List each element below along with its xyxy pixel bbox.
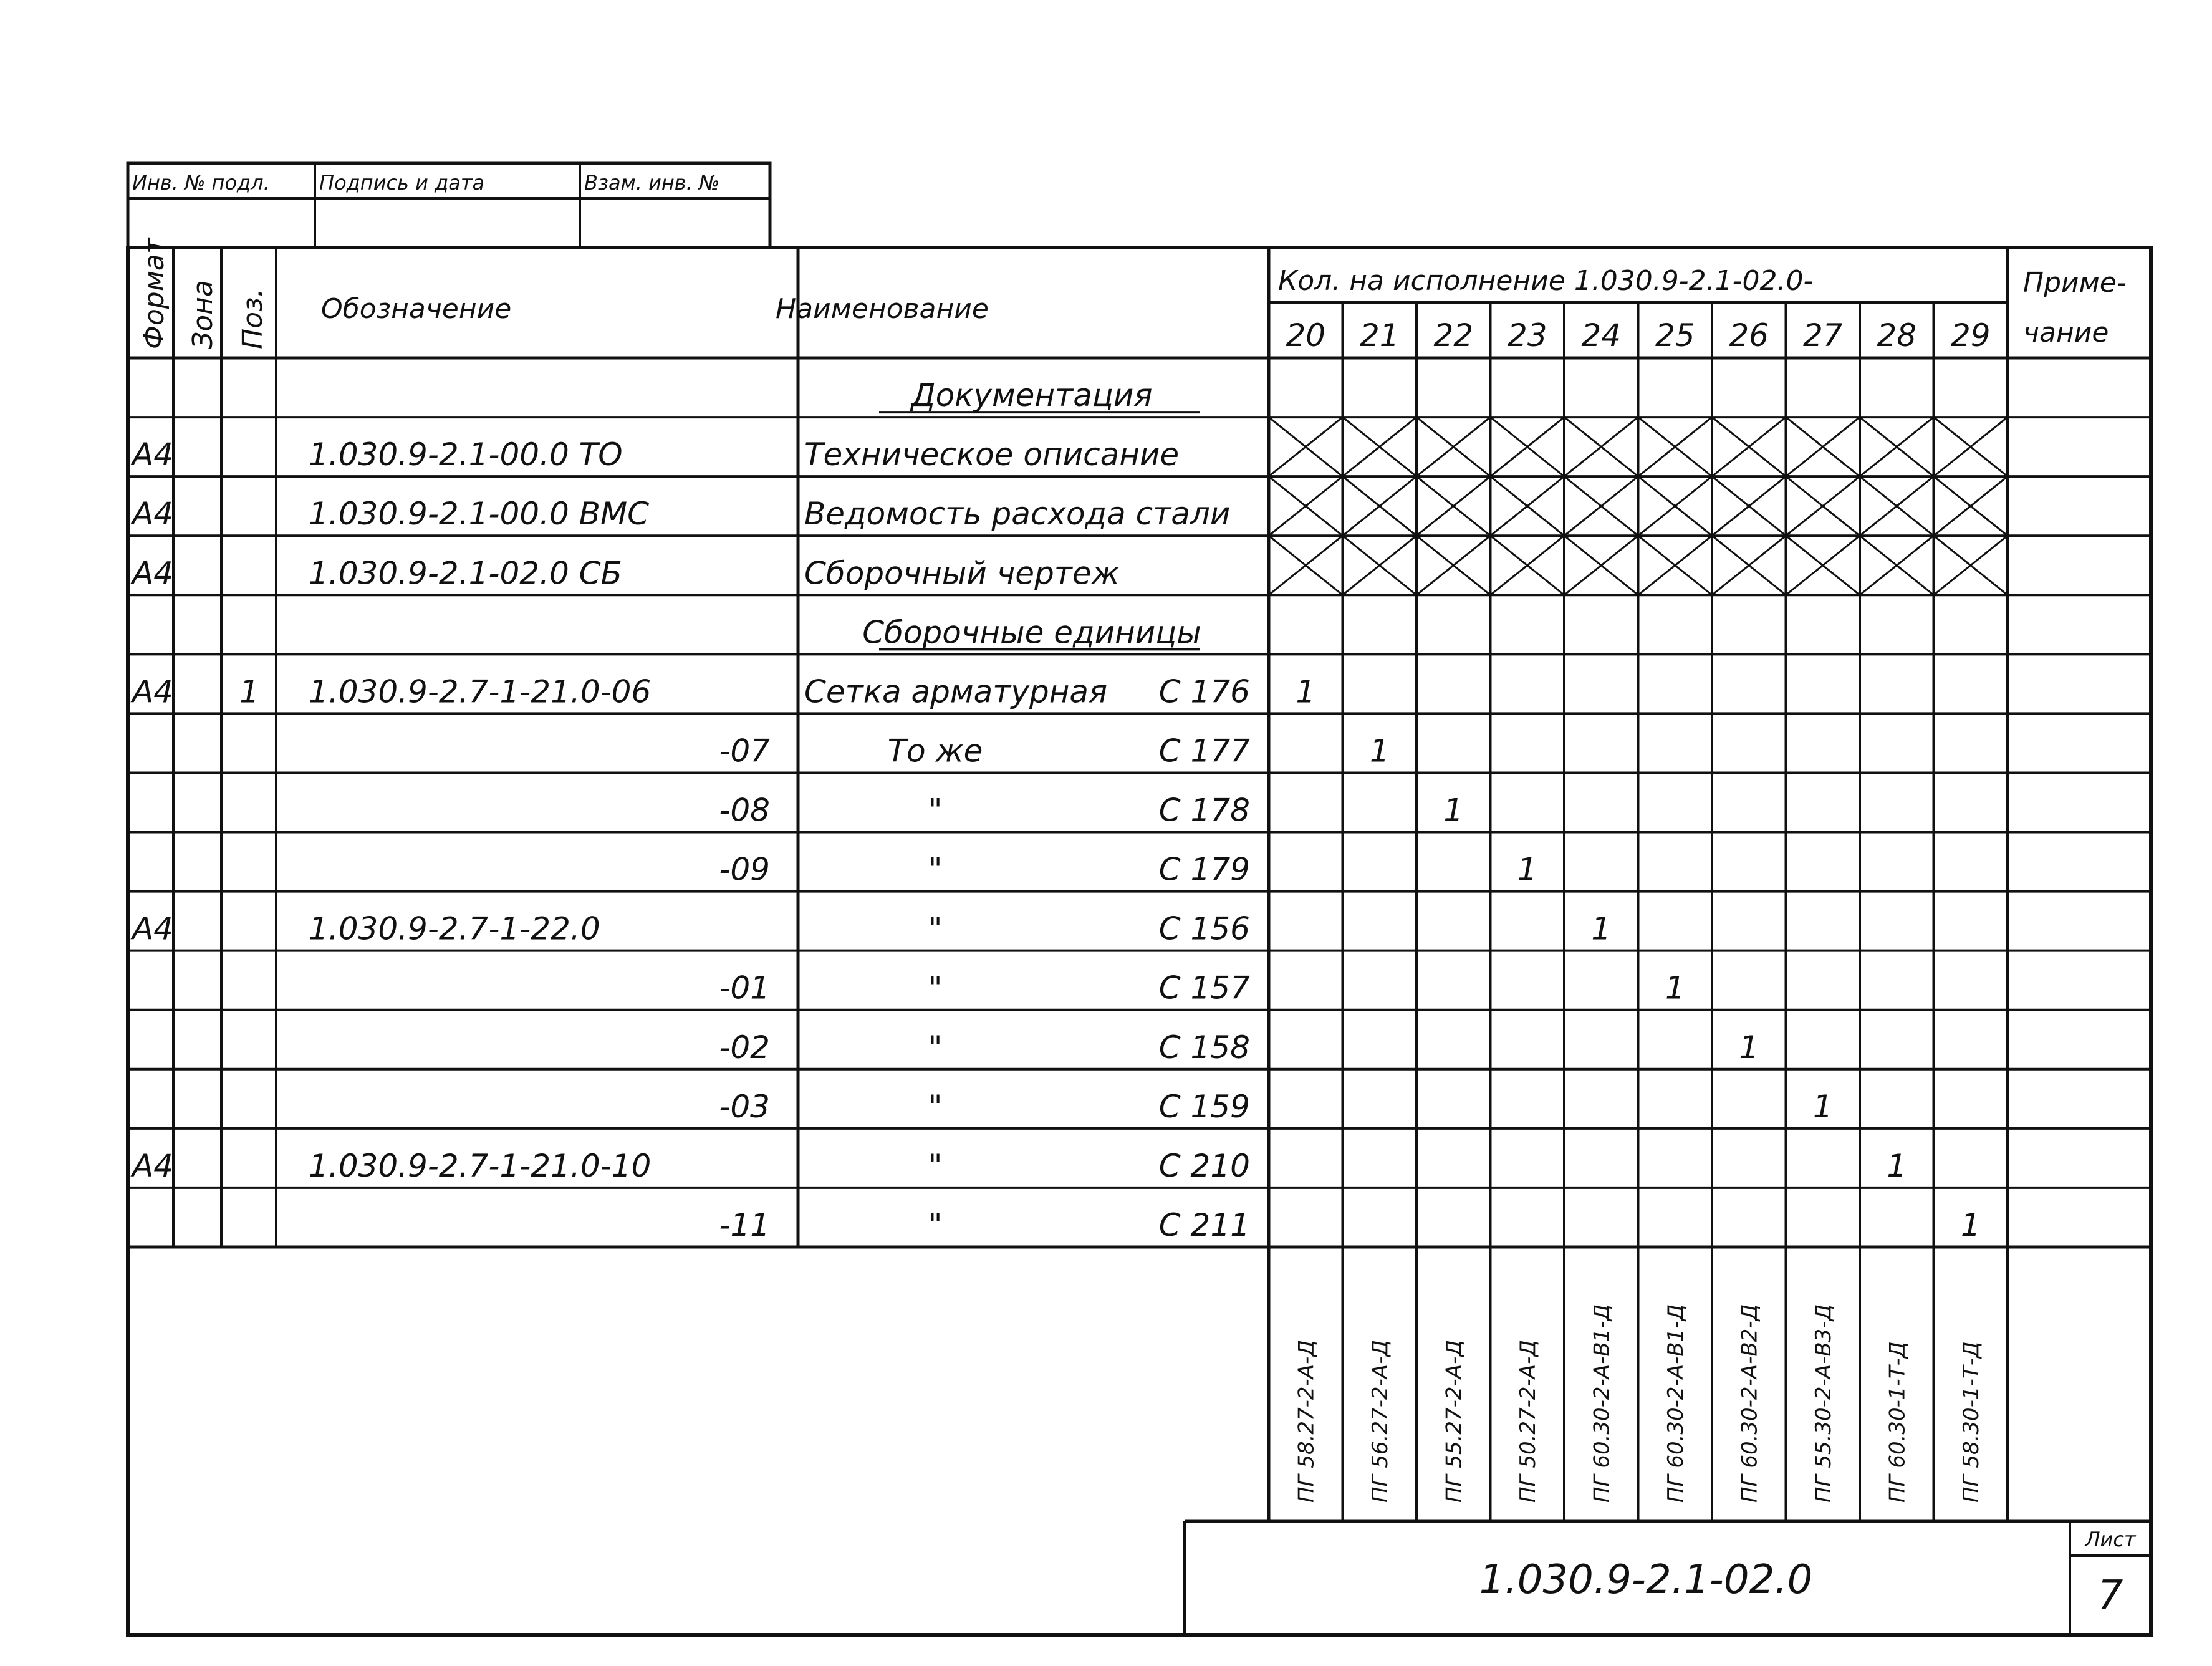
row-designation: -01	[719, 970, 770, 1006]
qty-cell: 1	[1296, 673, 1316, 710]
table-row	[128, 713, 2151, 769]
row-designation: 1.030.9-2.1-00.0 ВМС	[309, 496, 650, 532]
table-row	[128, 654, 2151, 710]
variant-header: 22	[1433, 317, 1474, 354]
header-pos: Поз.	[237, 288, 269, 349]
variant-header: 25	[1655, 317, 1695, 354]
row-designation: -09	[719, 851, 770, 888]
table-row	[128, 1010, 2151, 1066]
variant-header: 23	[1507, 317, 1547, 354]
row-name: Сетка арматурная	[804, 673, 1108, 710]
row-ref: С 176	[1158, 673, 1250, 710]
row-designation: 1.030.9-2.1-02.0 СБ	[309, 555, 622, 592]
row-designation: 1.030.9-2.1-00.0 ТО	[309, 436, 623, 473]
row-name: "	[928, 1207, 943, 1243]
row-designation: -03	[719, 1088, 770, 1125]
row-format: А4	[132, 496, 174, 532]
table-row	[128, 476, 2151, 536]
row-format: А4	[132, 436, 174, 473]
header-name: Наименование	[776, 293, 989, 325]
qty-cell: 1	[1739, 1029, 1759, 1066]
title-block	[1185, 1521, 2151, 1635]
qty-cell: 1	[1517, 851, 1537, 888]
table-row	[128, 536, 2151, 595]
row-name: "	[928, 792, 943, 829]
header-note-1: Приме-	[2023, 267, 2127, 299]
row-name: "	[928, 970, 943, 1006]
product-label: ПГ 56.27-2-А-Д	[1367, 1340, 1393, 1503]
doc-number: 1.030.9-2.1-02.0	[1479, 1557, 1813, 1603]
row-name: Техническое описание	[804, 436, 1180, 473]
row-format: А4	[132, 1147, 174, 1184]
table-header	[128, 237, 2151, 358]
variant-header: 21	[1359, 317, 1400, 354]
product-label: ПГ 55.30-2-А-В3-Д	[1810, 1304, 1836, 1503]
spec-table-body	[128, 377, 2151, 1243]
table-row	[128, 1188, 2151, 1243]
row-ref: С 177	[1158, 733, 1250, 769]
header-zone: Зона	[187, 280, 219, 349]
row-pos: 1	[239, 673, 259, 710]
section-heading: Сборочные единицы	[862, 614, 1201, 651]
variant-header: 26	[1729, 317, 1769, 354]
product-label: ПГ 60.30-1-Т-Д	[1885, 1341, 1910, 1503]
qty-cell: 1	[1960, 1207, 1981, 1243]
row-name: "	[928, 1029, 943, 1066]
row-ref: С 158	[1158, 1029, 1250, 1066]
table-row	[128, 892, 2151, 947]
table-row	[128, 951, 2151, 1006]
qty-cell: 1	[1369, 733, 1390, 769]
table-row	[128, 773, 2151, 828]
header-designation: Обозначение	[321, 293, 512, 325]
variant-header: 27	[1802, 317, 1843, 354]
qty-cell: 1	[1591, 910, 1612, 947]
row-ref: С 178	[1158, 792, 1250, 829]
row-format: А4	[132, 555, 174, 592]
row-name: "	[928, 851, 943, 888]
row-ref: С 179	[1158, 851, 1250, 888]
row-name: Сборочный чертеж	[804, 555, 1120, 592]
stamp-vzam-label: Взам. инв. №	[584, 171, 720, 195]
stamp-sign-label: Подпись и дата	[319, 171, 485, 195]
sheet-label: Лист	[2085, 1528, 2136, 1551]
approval-stamp	[128, 163, 770, 248]
table-row	[128, 417, 2151, 476]
table-row	[128, 595, 2151, 650]
row-name: "	[928, 1147, 943, 1184]
product-label: ПГ 58.27-2-А-Д	[1294, 1340, 1319, 1503]
row-name: "	[928, 910, 943, 947]
product-label: ПГ 58.30-1-Т-Д	[1958, 1341, 1984, 1503]
row-ref: С 210	[1158, 1147, 1250, 1184]
row-designation: 1.030.9-2.7-1-22.0	[309, 910, 600, 947]
qty-cell: 1	[1887, 1147, 1907, 1184]
variant-header: 20	[1286, 317, 1326, 354]
row-designation: -11	[719, 1207, 770, 1243]
product-label: ПГ 50.27-2-А-Д	[1515, 1340, 1541, 1503]
row-ref: С 211	[1158, 1207, 1250, 1243]
row-ref: С 159	[1158, 1088, 1250, 1125]
stamp-inv-label: Инв. № подл.	[132, 171, 270, 195]
row-designation: -08	[719, 792, 770, 829]
product-label: ПГ 55.27-2-А-Д	[1441, 1340, 1467, 1503]
row-format: А4	[132, 673, 174, 710]
product-label: ПГ 60.30-2-А-В1-Д	[1589, 1304, 1615, 1503]
qty-cell: 1	[1665, 970, 1685, 1006]
row-designation: 1.030.9-2.7-1-21.0-10	[309, 1147, 652, 1184]
row-format: А4	[132, 910, 174, 947]
row-designation: -07	[719, 733, 770, 769]
row-name: Ведомость расхода стали	[804, 496, 1231, 532]
variant-header: 29	[1950, 317, 1991, 354]
row-designation: 1.030.9-2.7-1-21.0-06	[309, 673, 652, 710]
table-row	[879, 377, 1200, 413]
product-label: ПГ 60.30-2-А-В1-Д	[1663, 1304, 1688, 1503]
table-row	[128, 1129, 2151, 1184]
row-ref: С 157	[1158, 970, 1250, 1006]
variant-header: 28	[1877, 317, 1917, 354]
table-row	[128, 1069, 2151, 1125]
row-ref: С 156	[1158, 910, 1250, 947]
section-heading: Документация	[911, 377, 1153, 414]
header-note-2: чание	[2023, 317, 2109, 349]
row-designation: -02	[719, 1029, 770, 1066]
product-label: ПГ 60.30-2-А-В2-Д	[1737, 1304, 1762, 1503]
variant-header: 24	[1581, 317, 1622, 354]
sheet-number: 7	[2097, 1572, 2123, 1619]
row-name: То же	[887, 733, 983, 769]
row-name: "	[928, 1088, 943, 1125]
qty-cell: 1	[1443, 792, 1464, 829]
qty-cell: 1	[1812, 1088, 1833, 1125]
header-qty: Кол. на исполнение 1.030.9-2.1-02.0-	[1278, 265, 1814, 297]
table-row	[128, 832, 2151, 888]
header-format: Формат	[138, 238, 170, 349]
